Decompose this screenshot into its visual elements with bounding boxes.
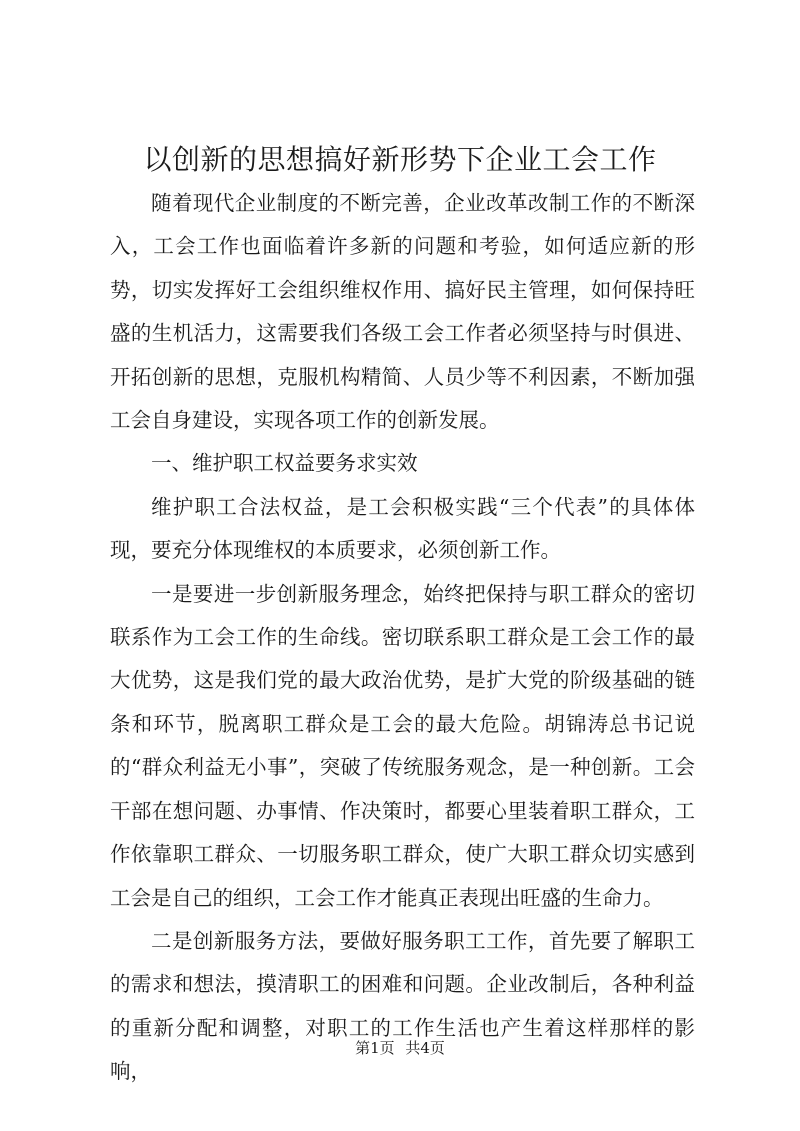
paragraph-service-method: 二是创新服务方法，要做好服务职工工作，首先要了解职工的需求和想法，摸清职工的困难和问题。企业改制后，各种利益的重新分配和调整，对职工的工作生活也产生着这样那样的影响，	[110, 928, 695, 1084]
document-title: 以创新的思想搞好新形势下企业工会工作	[143, 143, 657, 176]
total-pages: 共4页	[405, 1039, 445, 1057]
page-number: 第1页	[355, 1039, 395, 1057]
document-body	[110, 182, 695, 1094]
page-footer	[0, 1038, 800, 1058]
paragraph-rights: 维护职工合法权益，是工会积极实践“三个代表”的具体体现，要充分体现维权的本质要求，必须创新工作。	[110, 494, 695, 563]
section-heading-1: 一、维护职工权益要务求实效	[151, 451, 418, 476]
paragraph-intro: 随着现代企业制度的不断完善，企业改革改制工作的不断深入，工会工作也面临着许多新的问题和考验，如何适应新的形势，切实发挥好工会组织维权作用、搞好民主管理，如何保持旺盛的生机活力，这需要我们各级工会工作者必须坚持与时俱进、开拓创新的思想，克服机构精简、人员少等不利因素，不断加强工会自身建设，实现各项工作的创新发展。	[110, 191, 695, 433]
paragraph-service-concept: 一是要进一步创新服务理念，始终把保持与职工群众的密切联系作为工会工作的生命线。密切联系职工群众是工会工作的最大优势，这是我们党的最大政治优势，是扩大党的阶级基础的链条和环节，脱离职工群众是工会的最大危险。胡锦涛总书记说的“群众利益无小事”，突破了传统服务观念，是一种创新。工会干部在想问题、办事情、作决策时，都要心里装着职工群众，工作依靠职工群众、一切服务职工群众，使广大职工群众切实感到工会是自己的组织，工会工作才能真正表现出旺盛的生命力。	[110, 581, 695, 910]
